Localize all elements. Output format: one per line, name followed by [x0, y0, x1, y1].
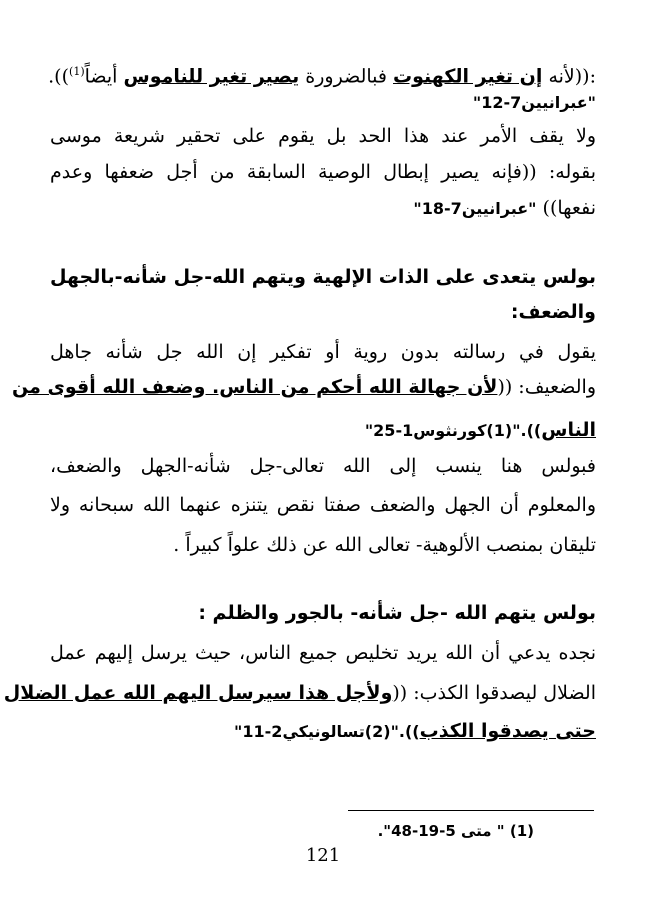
- footnote: [378, 822, 534, 840]
- paragraph-3-line-2: والمعلوم أن الجهل والضعف صفتا نقص يتنزه عنهما الله سبحانه ولا: [50, 494, 596, 516]
- text-span: الضلال ليصدقوا الكذب: ((: [392, 682, 596, 704]
- footnote-text: " متى 5-19-48".: [377, 822, 510, 840]
- underlined-quote: إن تغير الكهنوت: [393, 65, 543, 88]
- text-span: )).: [48, 65, 70, 88]
- scripture-reference: "عبرانيين7-18": [413, 199, 537, 218]
- text-span: نفعها)): [536, 197, 596, 219]
- paragraph-2-line-3: [50, 416, 596, 445]
- underlined-quote: لأن جهالة الله أحكم من الناس. وضعف الله أقوى من: [12, 376, 498, 398]
- text-span: :((لأنه: [542, 65, 596, 88]
- text-span: فبالضرورة: [299, 65, 394, 88]
- paragraph-3-line-1: فبولس هنا ينسب إلى الله تعالى-جل شأنه-الجهل والضعف،: [50, 455, 596, 477]
- underlined-quote: يصير تغير للناموس: [123, 65, 300, 88]
- underlined-quote: حتى يصدقوا الكذب: [419, 720, 596, 742]
- text-span: والضعيف: ((: [497, 376, 596, 398]
- footnote-separator: [348, 810, 594, 811]
- paragraph-4-line-2: [3, 679, 596, 707]
- footnote-marker: (1): [69, 65, 85, 78]
- section-heading-1-line-2: والضعف:: [510, 301, 596, 323]
- paragraph-2-line-2: [12, 373, 596, 401]
- footnote-number: (1): [509, 822, 534, 840]
- paragraph-2-line-1: يقول في رسالته بدون روية أو تفكير إن الله جل شأنه جاهل: [50, 341, 596, 363]
- underlined-quote: ولأجل هذا سيرسل اليهم الله عمل الضلال: [3, 682, 393, 704]
- paragraph-4-line-1: نجده يدعي أن الله يريد تخليص جميع الناس، حيث يرسل إليهم عمل: [50, 642, 596, 664]
- underlined-quote: الناس: [541, 419, 596, 441]
- scripture-reference: ))."(2)تسالونيكي2-11": [234, 722, 420, 741]
- text-span: أيضاً: [84, 65, 124, 88]
- paragraph-1-line-3: ولا يقف الأمر عند هذا الحد بل يقوم على تحقير شريعة موسى: [50, 125, 596, 147]
- paragraph-1-line-1: [50, 58, 596, 90]
- scripture-reference: "عبرانيين7-12": [472, 93, 596, 112]
- paragraph-1-line-2: [50, 88, 596, 117]
- page-number: 121: [305, 845, 341, 866]
- section-heading-1: بولس يتعدى على الذات الإلهية ويتهم الله-جل شأنه-بالجهل: [50, 266, 596, 288]
- paragraph-3-line-3: تليقان بمنصب الألوهية- تعالى الله عن ذلك علواً كبيراً .: [173, 534, 596, 556]
- scripture-reference: ))."(1)كورنثوس1-25": [364, 421, 542, 440]
- section-heading-2: بولس يتهم الله -جل شأنه- بالجور والظلم :: [198, 602, 596, 624]
- paragraph-1-line-5: [50, 194, 596, 223]
- paragraph-1-line-4: بقوله: ((فإنه يصير إبطال الوصية السابقة من أجل ضعفها وعدم: [50, 161, 596, 183]
- paragraph-4-line-3: [50, 717, 596, 746]
